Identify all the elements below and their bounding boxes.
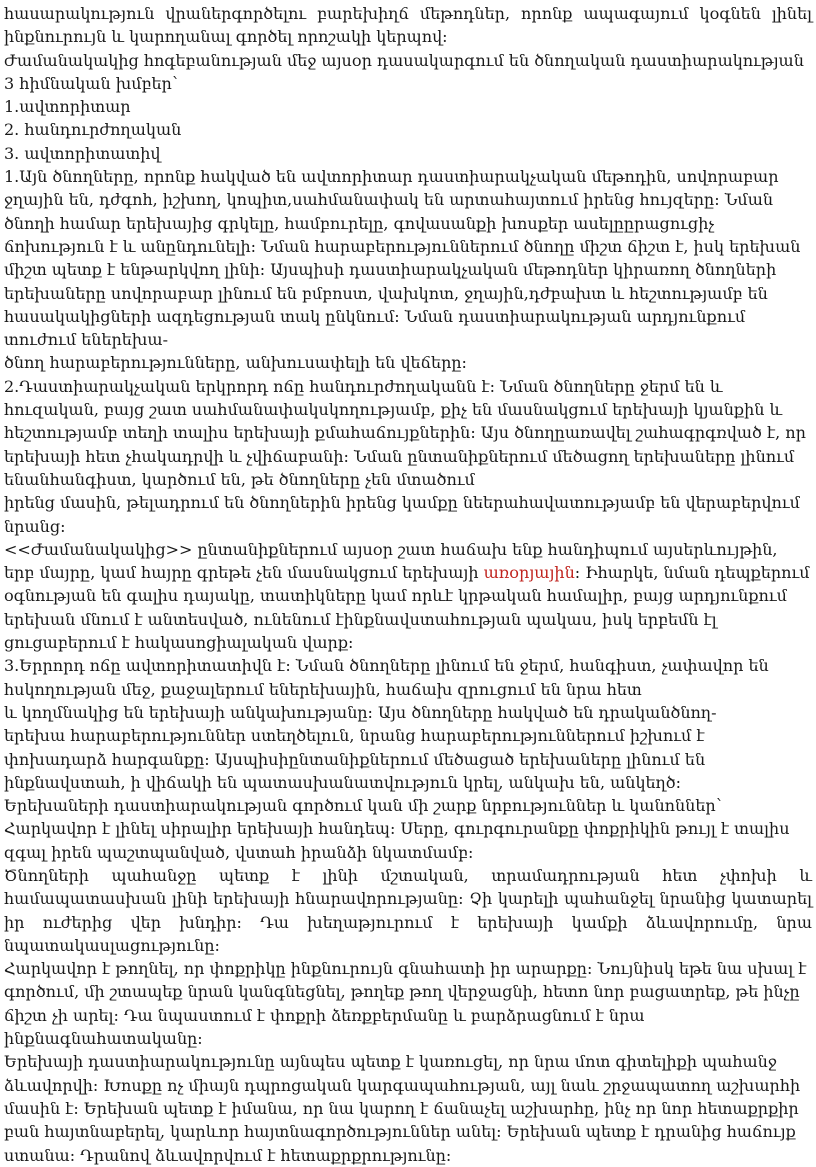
paragraph-intro: հասարակություն վրաներգործելու բարեխիղճ մեթոդներ, որոնք ապագայում կօգնեն լինել ինքնուրույն և կարողանալ գործել որոշակի կերպով։	[4, 4, 812, 47]
paragraph-authoritative-style-end: երեխա հարաբերություններ ստեղծելուն, նրանց հարաբերություններում իշխում է փոխադարձ հարգանքը: Այսպիսիընտանիքներում մեծացած երեխաները լինում են ինքնավստահ, ի վիճակի են պատասխանատվություն կրել, անկախ են, անկեղծ:	[4, 726, 706, 792]
paragraph-authoritative-style: 3.Երրորդ ոճը ավտորիտատիվն է: Նման ծնողները լինում են ջերմ, հանգիստ, չափավոր են հսկողության մեջ, քաջալերում եներեխային, հաճախ զրուցում են նրա հետ	[4, 656, 769, 699]
highlighted-word: առօրյային	[483, 563, 575, 583]
paragraph-classification: Ժամանակակից հոգեբանության մեջ այսօր դասակարգում են ծնողական դաստիարակության 3 հիմնական խմբեր՝	[4, 50, 804, 93]
paragraph-permissive-style: 2.Դաստիարակչական երկրորդ ոճը հանդուրժողականն է: Նման ծնողները ջերմ են և հուզական, բայց շատ սահմանափակսկողությամբ, քիչ են մասնակցում երեխայի կյանքին և հեշտությամբ տեղի տալիս երեխայի քմահաճույքներին: Այս ծնողըառավել շահագրգռված է, որ երեխայի հետ չհակադրվի և չվիճաբանի: Նման ընտանիքներում մեծացող երեխաները լինում ենանհանգիստ, կարծում են, թե ծնողները չեն մտածում	[4, 376, 806, 489]
paragraph-authoritative-style-cont: և կողմնակից են երեխայի անկախությանը: Այս ծնողները հակված են դրականծնող-	[4, 702, 717, 722]
paragraph-rule-love: Հարկավոր է լինել սիրալիր երեխայի հանդեպ։ Սերը, գուրգուրանքը փոքրիկին թույլ է տալիս զգալ իրեն պաշտպանված, վստահ իրանձի նկատմամբ։	[4, 819, 790, 862]
paragraph-authoritarian-style-end: ծնող հարաբերությունները, անխուսափելի են վեճերը:	[4, 353, 467, 373]
list-item-authoritarian: 1.ավտորիտար	[4, 97, 131, 117]
list-item-permissive: 2. հանդուրժողական	[4, 120, 182, 140]
paragraph-permissive-style-end: իրենց մասին, թելադրում են ծնողներին իրենց կամքը նեերահավատությամբ են վերաբերվում նրանց:	[4, 493, 800, 536]
list-item-authoritative: 3. ավտորիտատիվ	[4, 143, 161, 163]
paragraph-rules-intro: Երեխաների դաստիարակության գործում կան մի շարք նրբություններ և կանոններ՝	[4, 796, 722, 816]
paragraph-modern-families-start: <<Ժամանակակից>> ընտանիքներում այսօր շատ հաճախ ենք հանդիպում այսերևույթին, երբ մայրը, կամ հայրը գրեթե չեն մասնակցում երեխայի	[4, 539, 778, 583]
paragraph-rule-demands: Ծնողների պահանջը պետք է լինի մշտական, տրամադրության հետ չփոխի և համապատասխան լինի երեխայի հնարավորությանը։ Չի կարելի պահանջել նրանից կատարել իր ուժերից վեր խնդիր։ Դա խեղաթյուրում է երեխայի կամքի ձևավորումը, նրա նպատակասլացությունը։	[4, 865, 812, 955]
paragraph-modern-families-end: : Իհարկե, նման դեպքերում օգնության են գալիս դայակը, տատիկները կամ որևէ կրթական համալիր, բայց արդյունքում երեխան մնում է անտեսված, ունենում էինքնավստահության պակաս, իսկ երբեմն էլ ցուցաբերում է հակասոցիալական վարք:	[4, 563, 810, 653]
paragraph-rule-curiosity: Երեխայի դաստիարակությունը այնպես պետք է կառուցել, որ նրա մոտ գիտելիքի պահանջ ձևավորվի։ Խոսքը ոչ միայն դպրոցական կարգապահության, այլ նաև շրջապատող աշխարհի մասին է։ Երեխան պետք է իմանա, որ նա կարող է ճանաչել աշխարհը, ինչ որ նոր հետաքրքիր բան հայտնաբերել, կարևոր հայտնագործություններ անել։ Երեխան պետք է դրանից հաճույք ստանա։ Դրանով ձևավորվում է հետաքրքրությունը։	[4, 1052, 801, 1165]
paragraph-rule-self-evaluation: Հարկավոր է թողնել, որ փոքրիկը ինքնուրույն գնահատի իր արարքը։ Նույնիսկ եթե նա սխալ է գործում, մի շտապեք նրան կանգնեցնել, թողեք թող վերջացնի, հետո նոր բացատրեք, թե ինչը ճիշտ չի արել։ Դա նպաստում է փոքրի ձեռքբերմանը և բարձրացնում է նրա ինքնագնահատականը։	[4, 959, 807, 1049]
paragraph-modern-families	[4, 538, 812, 654]
paragraph-authoritarian-style: 1.Այն ծնողները, որոնք հակված են ավտորիտար դաստիարակչական մեթոդին, սովորաբար ջղային են, դժգոհ, իշխող, կոպիտ,սահմանափակ են արտահայտում իրենց հույզերը: Նման ծնողի համար երեխայից գրկելը, համբուրելը, գովասանքի խոսքեր ասելըըրացուցիչ ճոխություն է և անընդունելի: Նման հարաբերություններում ծնողը միշտ ճիշտ է, իսկ երեխան միշտ պետք է ենթարկվող լինի: Այսպիսի դաստիարակչական մեթոդներ կիրառող ծնողների երեխաները սովորաբար լինում են բմբոստ, վախկոտ, ջղային,դժբախտ և հեշտությամբ են հասակակիցների ազդեցության տակ ընկնում: Նման դաստիարակության արդյունքում տուժում եներեխա-	[4, 167, 801, 350]
